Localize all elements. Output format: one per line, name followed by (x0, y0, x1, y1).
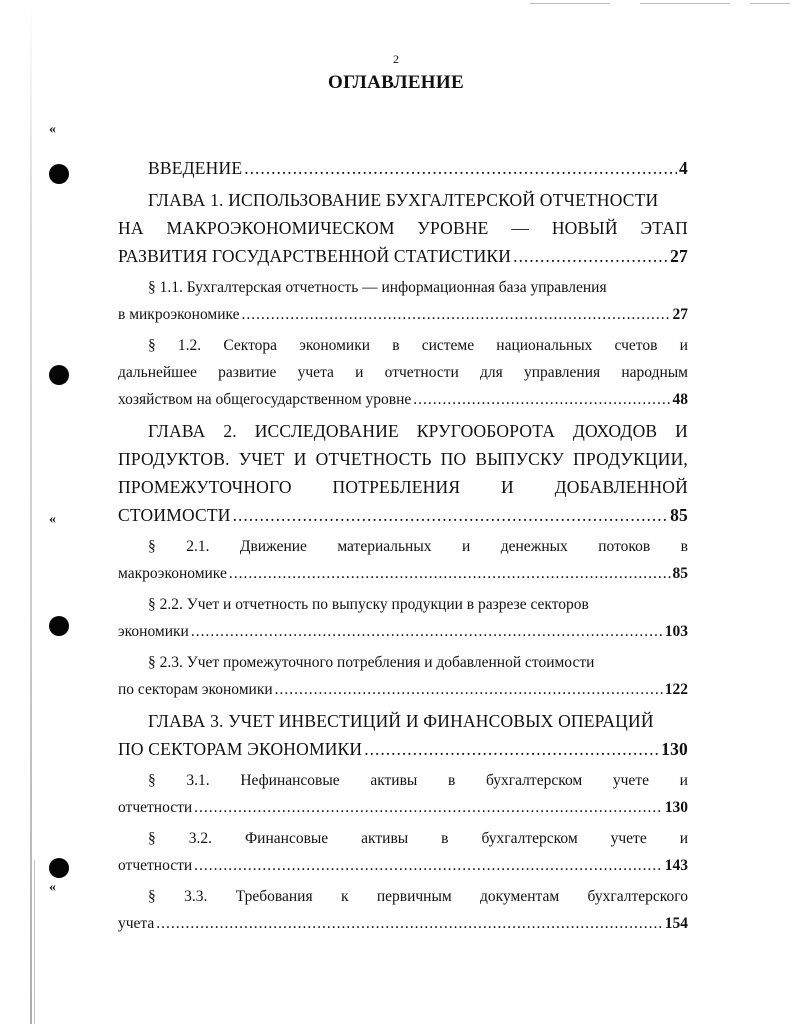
toc-text: в (680, 538, 688, 555)
toc-text: И (293, 449, 307, 469)
page-reference: 85 (672, 565, 688, 582)
toc-line (118, 359, 688, 386)
toc-text: 2.1. (186, 538, 210, 555)
toc-text: хозяйством на общегосударственном уровне (118, 391, 412, 408)
toc-entry-section[interactable] (118, 883, 688, 937)
toc-text: ПРОДУКЦИИ, (573, 449, 688, 469)
toc-text: документам (480, 888, 560, 905)
toc-text: ГЛАВА 1. ИСПОЛЬЗОВАНИЕ БУХГАЛТЕРСКОЙ ОТЧЕТНОСТИ (148, 190, 659, 210)
toc-entry-chapter[interactable] (118, 707, 688, 763)
toc-line (118, 274, 688, 301)
toc-text: развитие (218, 364, 277, 381)
toc-line (118, 735, 688, 763)
toc-entry-chapter[interactable] (118, 417, 688, 529)
toc-line (118, 301, 688, 328)
toc-line (118, 186, 688, 214)
scan-edge (30, 0, 32, 1024)
toc-text: НА (118, 218, 144, 238)
toc-entry-chapter[interactable] (118, 186, 688, 270)
toc-text: Движение (239, 538, 307, 555)
toc-text: отчетности (118, 857, 193, 874)
page-reference: 130 (664, 799, 688, 816)
toc-text: УРОВНЕ (417, 218, 489, 238)
toc-line (118, 445, 688, 473)
toc-text: § (148, 538, 156, 555)
dot-leader (156, 910, 662, 937)
toc-text: в микроэкономике (118, 306, 240, 323)
toc-text: народным (621, 364, 688, 381)
page-reference: 122 (664, 681, 688, 698)
toc-text: управления (524, 364, 601, 381)
toc-text: отчетности (384, 364, 459, 381)
page-reference: 27 (672, 306, 688, 323)
page-number: 2 (393, 52, 399, 66)
toc-text: материальных (337, 538, 432, 555)
toc-text: § 1.1. Бухгалтерская отчетность — информационная база управления (148, 279, 607, 296)
dot-leader (194, 852, 663, 879)
table-of-contents (118, 154, 688, 941)
toc-line (118, 417, 688, 445)
toc-text: ИССЛЕДОВАНИЕ (254, 421, 399, 441)
toc-text: экономики (118, 623, 189, 640)
dot-leader (194, 794, 663, 821)
toc-text: — (511, 218, 530, 238)
toc-text: в (392, 337, 400, 354)
toc-text: ПРОДУКТОВ. (118, 449, 230, 469)
page-reference: 143 (664, 857, 688, 874)
toc-text: ДОБАВЛЕННОЙ (554, 477, 688, 497)
toc-text: ВЫПУСКУ (475, 449, 565, 469)
toc-text: И (501, 477, 514, 497)
toc-text: § 2.2. Учет и отчетность по выпуску продукции в разрезе секторов (148, 596, 589, 613)
toc-entry-section[interactable] (118, 767, 688, 821)
punch-hole (49, 164, 69, 184)
dot-leader (233, 501, 668, 529)
toc-entry-section[interactable] (118, 825, 688, 879)
toc-text: РАЗВИТИЯ ГОСУДАРСТВЕННОЙ СТАТИСТИКИ (118, 246, 512, 266)
toc-line (118, 618, 688, 645)
toc-line (118, 533, 688, 560)
toc-text: денежных (500, 538, 568, 555)
page-reference: 130 (661, 739, 688, 759)
toc-text: бухгалтерском (481, 830, 578, 847)
toc-text: системе (421, 337, 475, 354)
punch-hole (49, 616, 69, 636)
toc-text: КРУГООБОРОТА (416, 421, 556, 441)
toc-text: для (480, 364, 503, 381)
toc-text: бухгалтерского (587, 888, 688, 905)
toc-line (118, 501, 688, 529)
toc-text: § 2.3. Учет промежуточного потребления и добавленной стоимости (148, 654, 595, 671)
punch-hole (49, 858, 69, 878)
toc-text: ПО (440, 449, 467, 469)
toc-text: отчетности (118, 799, 193, 816)
toc-line (118, 214, 688, 242)
toc-text: § (148, 888, 156, 905)
toc-text: ПО СЕКТОРАМ ЭКОНОМИКИ (118, 739, 363, 759)
toc-text: 3.1. (186, 772, 210, 789)
toc-text: первичным (376, 888, 452, 905)
toc-text: 3.3. (184, 888, 208, 905)
toc-entry-section[interactable] (118, 274, 688, 328)
toc-text: 1.2. (177, 337, 202, 354)
toc-text: Нефинансовые (240, 772, 340, 789)
dot-leader (513, 242, 668, 270)
page-reference: 48 (672, 391, 688, 408)
toc-line (118, 560, 688, 587)
toc-line (118, 242, 688, 270)
toc-text: учета (297, 364, 334, 381)
toc-text: и (679, 772, 688, 789)
dot-leader (242, 301, 671, 328)
toc-text: ГЛАВА 3. УЧЕТ ИНВЕСТИЦИЙ И ФИНАНСОВЫХ ОПЕРАЦИЙ (148, 711, 654, 731)
toc-text: активы (361, 830, 409, 847)
toc-text: учете (612, 772, 649, 789)
page-title: ОГЛАВЛЕНИЕ (328, 72, 464, 93)
toc-line (118, 794, 688, 821)
page-reference: 4 (679, 158, 688, 178)
dot-leader (229, 560, 671, 587)
page-reference: 85 (670, 505, 688, 525)
toc-text: и (679, 830, 688, 847)
toc-text: учета (118, 915, 155, 932)
toc-text: Требования (235, 888, 313, 905)
toc-text: активы (370, 772, 418, 789)
toc-text: ОТЧЕТНОСТЬ (315, 449, 432, 469)
toc-text: макроэкономике (118, 565, 227, 582)
punch-hole (49, 365, 69, 385)
toc-text: национальных (496, 337, 593, 354)
toc-entry-chapter[interactable] (118, 154, 688, 182)
toc-text: экономики (299, 337, 371, 354)
margin-mark: « (49, 880, 56, 895)
toc-text: и (355, 364, 364, 381)
toc-text: счетов (614, 337, 658, 354)
toc-text: бухгалтерском (486, 772, 583, 789)
toc-text: в (441, 830, 449, 847)
toc-text: § (148, 337, 156, 354)
dot-leader (191, 618, 663, 645)
toc-text: по секторам экономики (118, 681, 273, 698)
toc-entry-section[interactable] (118, 533, 688, 587)
toc-text: § (148, 830, 156, 847)
toc-line (118, 154, 688, 182)
toc-text: И (675, 421, 688, 441)
dot-leader (364, 735, 659, 763)
toc-text: 2. (223, 421, 237, 441)
scan-artifact (750, 3, 790, 4)
dot-leader (244, 154, 677, 182)
toc-text: потоков (598, 538, 651, 555)
toc-text: ЭТАП (640, 218, 688, 238)
toc-text: к (340, 888, 349, 905)
toc-text: ДОХОДОВ (572, 421, 658, 441)
toc-text: Финансовые (244, 830, 329, 847)
toc-text: НОВЫЙ (551, 218, 618, 238)
margin-mark: « (49, 122, 56, 137)
toc-text: СТОИМОСТИ (118, 505, 231, 525)
page-reference: 27 (670, 246, 688, 266)
toc-entry-section[interactable] (118, 649, 688, 703)
toc-text: 3.2. (188, 830, 212, 847)
toc-text: § (148, 772, 156, 789)
toc-text: и (679, 337, 688, 354)
toc-line (118, 591, 688, 618)
toc-text: МАКРОЭКОНОМИЧЕСКОМ (166, 218, 395, 238)
toc-text: ПРОМЕЖУТОЧНОГО (118, 477, 292, 497)
toc-line (118, 883, 688, 910)
toc-line (118, 649, 688, 676)
scan-artifact (530, 3, 610, 4)
margin-mark: « (49, 512, 56, 527)
toc-line (118, 386, 688, 413)
toc-text: дальнейшее (118, 364, 197, 381)
toc-text: в (448, 772, 456, 789)
toc-line (118, 825, 688, 852)
toc-line (118, 767, 688, 794)
toc-text: ВВЕДЕНИЕ (148, 158, 243, 178)
toc-text: и (461, 538, 471, 555)
dot-leader (413, 386, 670, 413)
scan-edge (34, 860, 35, 1024)
page-reference: 154 (664, 915, 688, 932)
toc-entry-section[interactable] (118, 591, 688, 645)
toc-line (118, 852, 688, 879)
page-reference: 103 (664, 623, 688, 640)
toc-line (118, 332, 688, 359)
toc-entry-section[interactable] (118, 332, 688, 413)
scan-artifact (640, 3, 730, 4)
toc-line (118, 707, 688, 735)
toc-line (118, 910, 688, 937)
dot-leader (275, 676, 663, 703)
toc-line (118, 676, 688, 703)
toc-text: учете (610, 830, 647, 847)
toc-text: УЧЕТ (238, 449, 285, 469)
toc-text: ГЛАВА (148, 421, 206, 441)
toc-line (118, 473, 688, 501)
toc-text: ПОТРЕБЛЕНИЯ (332, 477, 461, 497)
toc-text: Сектора (223, 337, 278, 354)
